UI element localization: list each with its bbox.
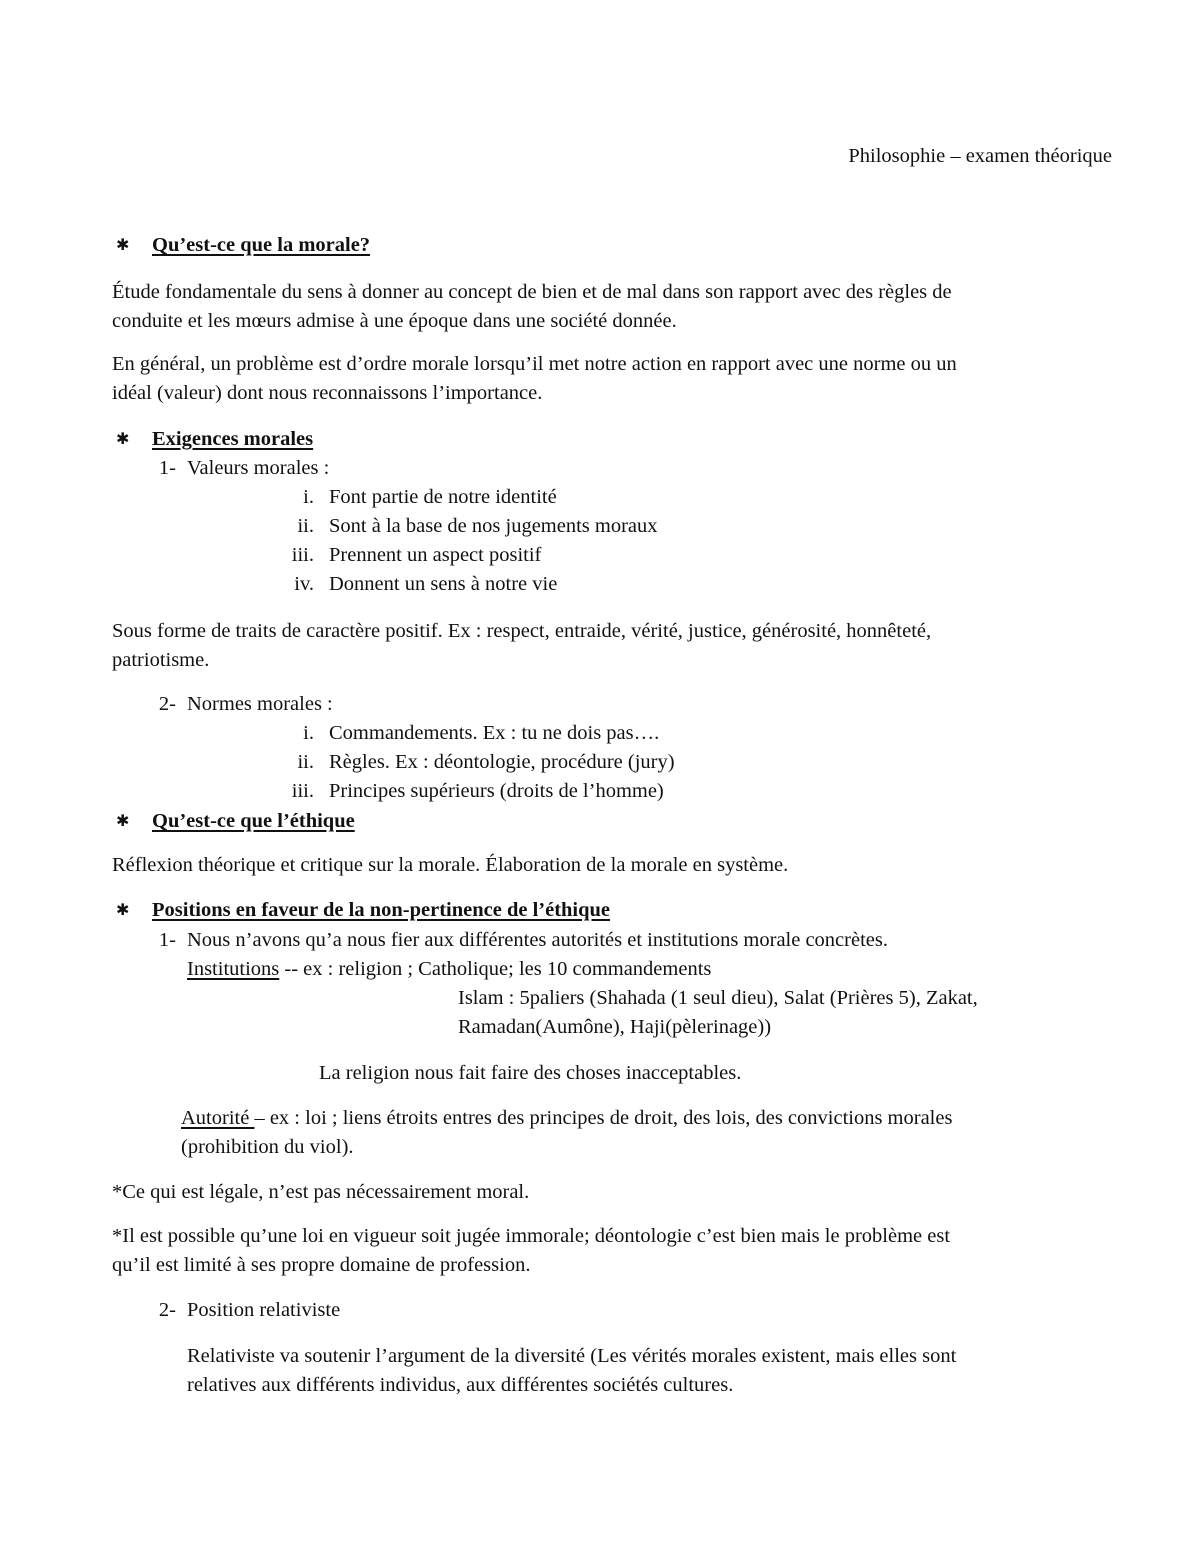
- list-number: iv.: [294, 573, 314, 595]
- paragraph-line: Réflexion théorique et critique sur la morale. Élaboration de la morale en système.: [112, 854, 789, 876]
- paragraph-line: La religion nous fait faire des choses inacceptables.: [319, 1062, 742, 1084]
- list-item: Règles. Ex : déontologie, procédure (jury): [329, 751, 675, 773]
- paragraph-line: idéal (valeur) dont nous reconnaissons l’importance.: [112, 382, 543, 404]
- institutions-text: -- ex : religion ; Catholique; les 10 commandements: [279, 958, 712, 980]
- section-title-morale: Qu’est-ce que la morale?: [152, 234, 371, 256]
- asterisk-bullet-icon: ✱: [116, 237, 130, 254]
- section-title-positions: Positions en faveur de la non-pertinence de l’éthique: [152, 899, 611, 921]
- list-number: i.: [303, 722, 314, 744]
- list-number: iii.: [291, 780, 314, 802]
- section-title-ethique: Qu’est-ce que l’éthique: [152, 810, 355, 832]
- paragraph-line: Sous forme de traits de caractère positif. Ex : respect, entraide, vérité, justice, générosité, honnêteté,: [112, 620, 932, 642]
- list-item: Font partie de notre identité: [329, 486, 557, 508]
- paragraph-line: relatives aux différents individus, aux différentes sociétés cultures.: [187, 1374, 734, 1396]
- note-line: *Ce qui est légale, n’est pas nécessairement moral.: [112, 1181, 530, 1203]
- note-line: *Il est possible qu’une loi en vigueur soit jugée immorale; déontologie c’est bien mais le problème est: [112, 1225, 951, 1247]
- list-item: Principes supérieurs (droits de l’homme): [329, 780, 664, 802]
- autorite-text: – ex : loi ; liens étroits entres des principes de droit, des lois, des convictions morales: [254, 1107, 953, 1129]
- asterisk-bullet-icon: ✱: [116, 902, 130, 919]
- list-item: Nous n’avons qu’a nous fier aux différentes autorités et institutions morale concrètes.: [187, 929, 888, 951]
- institutions-label: Institutions: [187, 958, 280, 980]
- autorite-label: Autorité: [181, 1107, 255, 1129]
- list-number: 2-: [158, 693, 176, 715]
- paragraph-line: patriotisme.: [112, 649, 210, 671]
- institutions-line: [187, 957, 711, 981]
- list-number: 1-: [158, 929, 176, 951]
- document-header: Philosophie – examen théorique: [848, 145, 1112, 167]
- asterisk-bullet-icon: ✱: [116, 431, 130, 448]
- asterisk-bullet-icon: ✱: [116, 813, 130, 830]
- paragraph-line: (prohibition du viol).: [181, 1136, 354, 1158]
- paragraph-line: conduite et les mœurs admise à une époque dans une société donnée.: [112, 310, 677, 332]
- paragraph-line: Étude fondamentale du sens à donner au concept de bien et de mal dans son rapport avec des règles de: [112, 281, 952, 303]
- list-item: Sont à la base de nos jugements moraux: [329, 515, 658, 537]
- autorite-line: [181, 1106, 952, 1130]
- list-number: iii.: [291, 544, 314, 566]
- list-item: Position relativiste: [187, 1299, 341, 1321]
- list-number: 1-: [158, 457, 176, 479]
- list-item: Donnent un sens à notre vie: [329, 573, 558, 595]
- list-number: i.: [303, 486, 314, 508]
- section-title-exigences: Exigences morales: [152, 428, 314, 450]
- list-item: Valeurs morales :: [187, 457, 330, 479]
- list-number: ii.: [297, 515, 314, 537]
- paragraph-line: Relativiste va soutenir l’argument de la diversité (Les vérités morales existent, mais elles sont: [187, 1345, 957, 1367]
- list-number: 2-: [158, 1299, 176, 1321]
- note-line: qu’il est limité à ses propre domaine de profession.: [112, 1254, 531, 1276]
- paragraph-line: En général, un problème est d’ordre morale lorsqu’il met notre action en rapport avec une norme ou un: [112, 353, 957, 375]
- list-number: ii.: [297, 751, 314, 773]
- paragraph-line: Ramadan(Aumône), Haji(pèlerinage)): [458, 1016, 772, 1038]
- list-item: Prennent un aspect positif: [329, 544, 542, 566]
- list-item: Commandements. Ex : tu ne dois pas….: [329, 722, 660, 744]
- list-item: Normes morales :: [187, 693, 333, 715]
- paragraph-line: Islam : 5paliers (Shahada (1 seul dieu), Salat (Prières 5), Zakat,: [458, 987, 978, 1009]
